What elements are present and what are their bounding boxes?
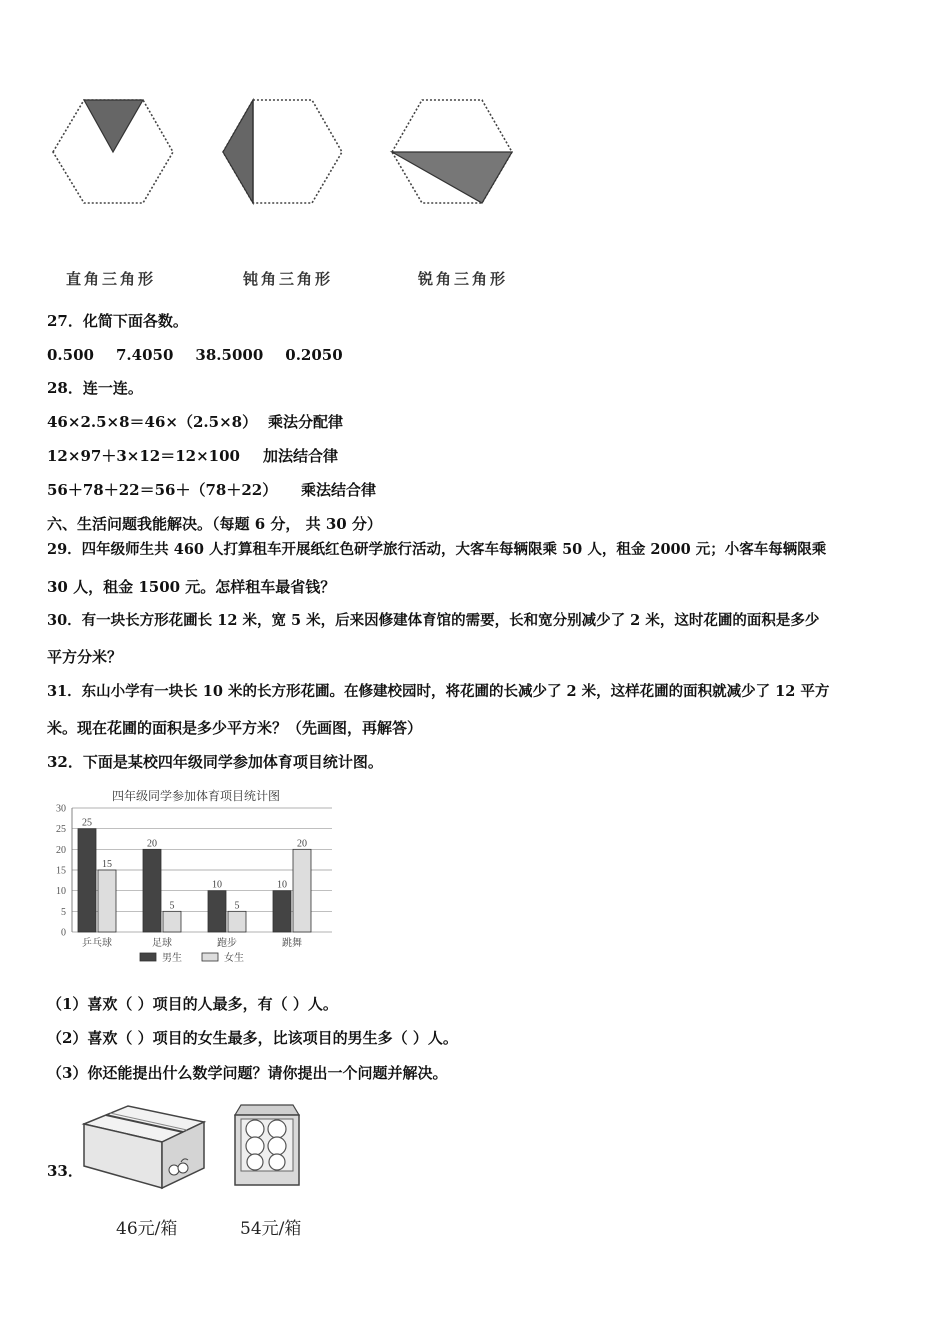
q27-number: 38.5000 — [195, 346, 264, 364]
q27-numbers — [47, 345, 343, 365]
legend-label: 男生 — [162, 953, 182, 964]
hexagon-right-triangle — [53, 100, 173, 203]
y-tick-label: 10 — [56, 886, 66, 898]
x-tick-label: 跳舞 — [282, 938, 302, 949]
q32-sub-1: （1）喜欢（ ）项目的人最多，有（ ）人。 — [47, 995, 338, 1013]
bar-value-label: 20 — [147, 838, 157, 850]
q28-law-1: 乘法分配律 — [268, 413, 344, 431]
y-tick-label: 5 — [61, 906, 66, 918]
bar-value-label: 10 — [277, 879, 287, 891]
q27-title: 27．化简下面各数。 — [47, 312, 188, 330]
bar-boys — [273, 891, 291, 932]
q28-law-3: 乘法结合律 — [301, 481, 377, 499]
crate-price: 54元/箱 — [240, 1219, 302, 1239]
legend-swatch — [140, 953, 156, 961]
y-tick-label: 30 — [56, 803, 66, 815]
bar-boys — [143, 849, 161, 932]
q27-number: 0.500 — [47, 346, 94, 364]
q28-law-2: 加法结合律 — [263, 447, 339, 465]
hexagon-label-right: 直角三角形 — [66, 270, 157, 288]
bar-value-label: 5 — [169, 900, 175, 912]
q31-line-1: 31．东山小学有一块长 10 米的长方形花圃。在修建校园时，将花圃的长减少了 2 米，这样花圃的面积就减少了 12 平方 — [47, 683, 830, 700]
legend-label: 女生 — [224, 953, 244, 964]
y-tick-label: 25 — [56, 824, 66, 836]
q29-line-2: 30 人，租金 1500 元。怎样租车最省钱？ — [47, 578, 336, 596]
legend-swatch — [202, 953, 218, 961]
bar-girls — [98, 870, 116, 932]
x-tick-label: 乒乓球 — [82, 938, 112, 949]
y-tick-label: 0 — [61, 927, 66, 939]
q28-expr-1: 46×2.5×8＝46×（2.5×8） — [47, 413, 258, 431]
sports-bar-chart — [40, 784, 340, 974]
bar-girls — [163, 911, 181, 932]
q30-line-1: 30．有一块长方形花圃长 12 米，宽 5 米，后来因修建体育馆的需要，长和宽分别减少了 2 米，这时花圃的面积是多少 — [47, 612, 820, 629]
q28-title: 28．连一连。 — [47, 379, 143, 397]
q32-title: 32．下面是某校四年级同学参加体育项目统计图。 — [47, 753, 383, 771]
q32-sub-2: （2）喜欢（ ）项目的女生最多，比该项目的男生多（ ）人。 — [47, 1029, 458, 1047]
hexagon-label-obtuse: 钝角三角形 — [243, 270, 334, 288]
bar-value-label: 10 — [212, 879, 222, 891]
section-6-title: 六、生活问题我能解决。（每题 6 分， 共 30 分） — [47, 515, 382, 533]
bar-value-label: 15 — [102, 859, 112, 870]
q28-expr-3: 56＋78＋22＝56＋（78＋22） — [47, 481, 278, 499]
bar-girls — [228, 911, 246, 932]
bar-boys — [208, 891, 226, 932]
q30-line-2: 平方分米？ — [47, 648, 123, 666]
q29-line-1: 29．四年级师生共 460 人打算租车开展纸红色研学旅行活动，大客车每辆限乘 50 人，租金 2000 元；小客车每辆限乘 — [47, 541, 827, 558]
y-tick-label: 15 — [56, 865, 66, 877]
hexagon-acute-triangle — [392, 100, 512, 203]
bar-value-label: 25 — [82, 817, 92, 829]
cardboard-box-image — [80, 1100, 210, 1195]
bar-boys — [78, 829, 96, 932]
q33-number: 33． — [47, 1162, 83, 1180]
hexagon-label-acute: 锐角三角形 — [418, 270, 509, 288]
bar-girls — [293, 849, 311, 932]
fruit-crate-image — [233, 1101, 303, 1189]
q27-number: 0.2050 — [285, 346, 343, 364]
x-tick-label: 跑步 — [217, 938, 237, 949]
bar-value-label: 20 — [297, 838, 307, 850]
box-price: 46元/箱 — [116, 1219, 178, 1239]
q31-line-2: 米。现在花圃的面积是多少平方米？（先画图，再解答） — [47, 719, 423, 737]
q28-expr-2: 12×97＋3×12＝12×100 — [47, 447, 240, 465]
q32-sub-3: （3）你还能提出什么数学问题？请你提出一个问题并解决。 — [47, 1064, 448, 1082]
bar-value-label: 5 — [234, 900, 240, 912]
hexagon-figures — [40, 90, 530, 215]
y-tick-label: 20 — [56, 844, 66, 856]
x-tick-label: 足球 — [152, 938, 172, 949]
hexagon-obtuse-triangle — [223, 100, 342, 203]
q27-number: 7.4050 — [115, 346, 174, 364]
chart-title: 四年级同学参加体育项目统计图 — [111, 789, 281, 803]
